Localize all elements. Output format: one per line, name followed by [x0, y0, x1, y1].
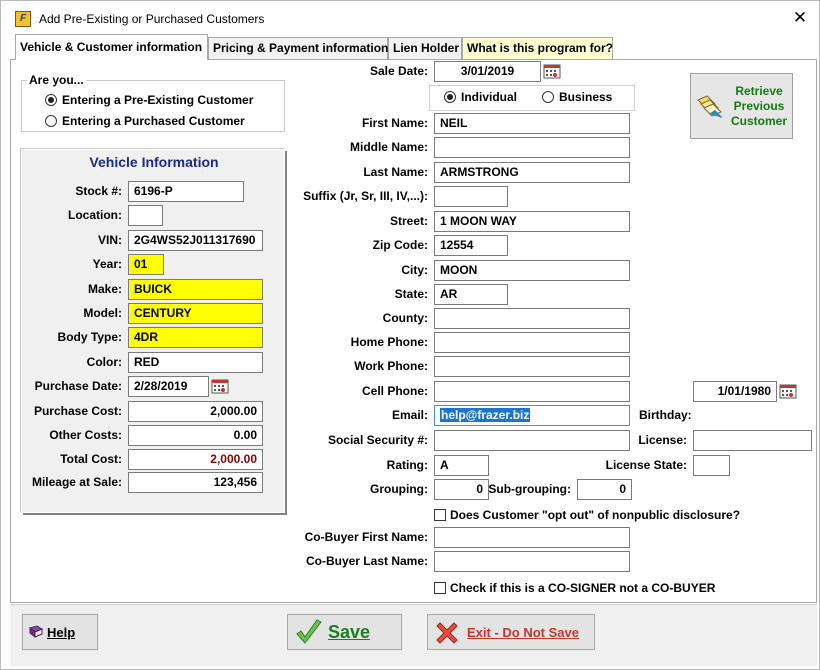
retrieve-label: Retrieve Previous Customer [730, 84, 787, 128]
help-button[interactable] [22, 614, 98, 650]
home-phone-label: Home Phone: [350, 335, 428, 349]
retrieve-previous-customer-button[interactable] [690, 73, 793, 139]
sale-date-field[interactable]: 3/01/2019 [434, 61, 541, 82]
cobuyer-last-label: Co-Buyer Last Name: [305, 554, 428, 568]
purchase-cost-label: Purchase Cost: [33, 404, 122, 418]
tab-pricing-payment[interactable]: Pricing & Payment information [208, 37, 388, 59]
radio-pre-existing[interactable] [45, 94, 57, 106]
location-label: Location: [68, 208, 122, 222]
mileage-label: Mileage at Sale: [31, 475, 122, 489]
license-label: License: [638, 433, 687, 447]
street-field[interactable]: 1 MOON WAY [434, 211, 630, 232]
red-x-icon [434, 620, 460, 646]
vin-label: VIN: [98, 233, 122, 247]
radio-business[interactable] [542, 91, 554, 103]
year-label: Year: [92, 257, 122, 271]
zip-code-field[interactable]: 12554 [434, 235, 508, 256]
calendar-icon[interactable] [779, 383, 797, 399]
folder-retrieve-icon [695, 90, 727, 122]
license-state-field[interactable] [693, 455, 730, 476]
book-icon [28, 625, 44, 639]
vin-field[interactable]: 2G4WS52J011317690 [128, 230, 263, 251]
year-field[interactable]: 01 [128, 254, 164, 275]
street-label: Street: [389, 214, 428, 228]
body-type-label: Body Type: [57, 330, 122, 344]
state-field[interactable]: AR [434, 284, 508, 305]
city-label: City: [401, 263, 428, 277]
zip-code-label: Zip Code: [372, 238, 428, 252]
purchase-cost-field[interactable]: 2,000.00 [128, 401, 263, 422]
state-label: State: [394, 287, 428, 301]
cell-phone-field[interactable] [434, 381, 630, 402]
first-name-field[interactable]: NEIL [434, 113, 630, 134]
home-phone-field[interactable] [434, 332, 630, 353]
checkmark-icon [294, 618, 324, 648]
other-costs-label: Other Costs: [49, 428, 122, 442]
stock-label: Stock #: [75, 184, 122, 198]
birthday-label: Birthday: [639, 408, 692, 422]
body-type-field[interactable]: 4DR [128, 327, 263, 348]
opt-out-checkbox[interactable] [434, 509, 446, 521]
title-bar [1, 1, 819, 33]
suffix-field[interactable] [434, 186, 508, 207]
total-cost-field: 2,000.00 [128, 449, 263, 470]
tab-what-is-this[interactable]: What is this program for? [462, 37, 613, 59]
sale-date-label: Sale Date: [369, 64, 428, 78]
email-value: help@frazer.biz [441, 408, 530, 422]
app-icon: F [15, 11, 31, 27]
suffix-label: Suffix (Jr, Sr, III, IV,...): [303, 189, 428, 203]
middle-name-field[interactable] [434, 137, 630, 158]
first-name-label: First Name: [361, 116, 428, 130]
location-field[interactable] [128, 205, 163, 226]
calendar-icon[interactable] [211, 378, 229, 394]
cell-phone-label: Cell Phone: [361, 384, 428, 398]
license-state-label: License State: [605, 458, 687, 472]
last-name-field[interactable]: ARMSTRONG [434, 162, 630, 183]
purchase-date-label: Purchase Date: [34, 379, 122, 393]
email-label: Email: [391, 408, 428, 422]
save-button[interactable] [287, 614, 402, 650]
opt-out-label[interactable]: Does Customer "opt out" of nonpublic disclosure? [450, 508, 741, 522]
close-icon[interactable]: ✕ [792, 8, 808, 27]
save-label: Save [328, 622, 371, 642]
color-label: Color: [86, 355, 122, 369]
license-field[interactable] [693, 430, 812, 451]
mileage-field[interactable]: 123,456 [128, 472, 263, 493]
tab-vehicle-customer[interactable]: Vehicle & Customer information [15, 34, 208, 60]
other-costs-field[interactable]: 0.00 [128, 425, 263, 446]
middle-name-label: Middle Name: [349, 140, 428, 154]
make-label: Make: [87, 282, 122, 296]
ssn-label: Social Security #: [327, 433, 428, 447]
rating-field[interactable]: A [434, 455, 489, 476]
birthday-field[interactable]: 1/01/1980 [693, 381, 777, 402]
help-label: Help [47, 625, 76, 640]
model-field[interactable]: CENTURY [128, 303, 263, 324]
radio-individual-label[interactable]: Individual [461, 90, 518, 104]
cosigner-checkbox[interactable] [434, 582, 446, 594]
exit-label: Exit - Do Not Save [467, 625, 579, 640]
work-phone-field[interactable] [434, 356, 630, 377]
calendar-icon[interactable] [543, 63, 561, 79]
email-field[interactable] [434, 405, 630, 426]
are-you-title: Are you... [29, 73, 84, 87]
window-title: Add Pre-Existing or Purchased Customers [39, 12, 265, 26]
radio-pre-existing-label[interactable]: Entering a Pre-Existing Customer [62, 93, 254, 107]
radio-purchased[interactable] [45, 115, 57, 127]
make-field[interactable]: BUICK [128, 279, 263, 300]
cobuyer-last-field[interactable] [434, 551, 630, 572]
grouping-label: Grouping: [370, 482, 428, 496]
exit-button[interactable] [427, 614, 595, 650]
button-bar [10, 604, 817, 666]
rating-label: Rating: [386, 458, 428, 472]
county-label: County: [382, 311, 428, 325]
model-label: Model: [83, 306, 122, 320]
radio-individual[interactable] [444, 91, 456, 103]
county-field[interactable] [434, 308, 630, 329]
purchase-date-field[interactable]: 2/28/2019 [128, 376, 209, 397]
cobuyer-first-field[interactable] [434, 527, 630, 548]
sub-grouping-field[interactable]: 0 [577, 479, 632, 500]
last-name-label: Last Name: [363, 165, 428, 179]
vehicle-info-title: Vehicle Information [89, 154, 219, 170]
radio-business-label[interactable]: Business [559, 90, 613, 104]
tab-lien-holder[interactable]: Lien Holder [388, 37, 462, 59]
cosigner-label[interactable]: Check if this is a CO-SIGNER not a CO-BUYER [450, 581, 716, 595]
radio-purchased-label[interactable]: Entering a Purchased Customer [62, 114, 245, 128]
grouping-field[interactable]: 0 [434, 479, 489, 500]
ssn-field[interactable] [434, 430, 630, 451]
work-phone-label: Work Phone: [354, 359, 428, 373]
sub-grouping-label: Sub-grouping: [488, 482, 571, 496]
city-field[interactable]: MOON [434, 260, 630, 281]
color-field[interactable]: RED [128, 352, 263, 373]
total-cost-label: Total Cost: [60, 452, 122, 466]
stock-field[interactable]: 6196-P [128, 181, 244, 202]
cobuyer-first-label: Co-Buyer First Name: [304, 530, 428, 544]
